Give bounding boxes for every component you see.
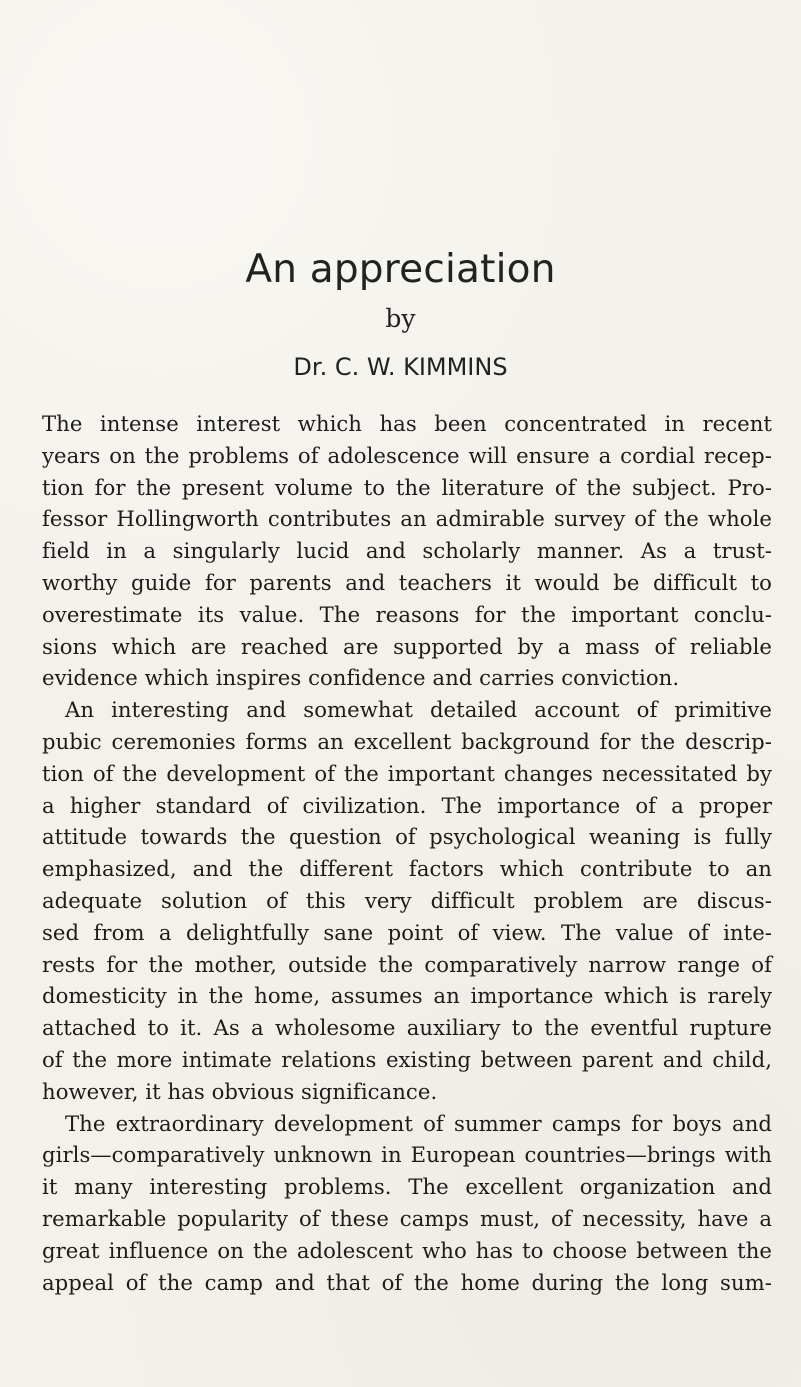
text-line: field in a singularly lucid and scholarly manner. As a trust- (42, 538, 772, 564)
text-line: of the more intimate relations existing between parent and child, (42, 1046, 772, 1072)
text-line: it many interesting problems. The excellent organization and (42, 1174, 772, 1200)
text-line: attitude towards the question of psychological weaning is fully (42, 824, 772, 850)
article-body (42, 408, 772, 1298)
text-line: An interesting and somewhat detailed account of primitive (65, 697, 772, 723)
text-line: however, it has obvious significance. (42, 1078, 438, 1104)
text-line: pubic ceremonies forms an excellent background for the descrip- (42, 728, 772, 754)
text-line: The intense interest which has been concentrated in recent (42, 411, 772, 436)
text-line: domesticity in the home, assumes an importance which is rarely (42, 983, 772, 1009)
byline-word: by (385, 304, 416, 333)
text-line: appeal of the camp and that of the home during the long sum- (42, 1269, 772, 1295)
text-line: fessor Hollingworth contributes an admirable survey of the whole (42, 506, 772, 532)
text-line: evidence which inspires confidence and carries conviction. (42, 665, 680, 691)
text-line: tion for the present volume to the literature of the subject. Pro- (42, 474, 772, 500)
text-line: a higher standard of civilization. The importance of a proper (42, 792, 772, 818)
text-line: great influence on the adolescent who has to choose between the (42, 1237, 772, 1263)
text-line: rests for the mother, outside the comparatively narrow range of (42, 951, 772, 977)
text-line: adequate solution of this very difficult problem are discus- (42, 887, 772, 913)
text-line: tion of the development of the important changes necessitated by (42, 760, 772, 786)
text-line: worthy guide for parents and teachers it would be difficult to (42, 569, 772, 595)
article-title: An appreciation (245, 247, 556, 292)
text-line: The extraordinary development of summer camps for boys and (65, 1110, 772, 1136)
text-line: years on the problems of adolescence will ensure a cordial recep- (42, 442, 772, 468)
text-line: sed from a delightfully sane point of view. The value of inte- (42, 919, 772, 945)
text-line: emphasized, and the different factors which contribute to an (42, 856, 772, 882)
author-name: Dr. C. W. KIMMINS (293, 353, 508, 381)
text-line: girls—comparatively unknown in European countries—brings with (42, 1142, 772, 1168)
text-line: remarkable popularity of these camps must, of necessity, have a (42, 1205, 772, 1231)
text-line: sions which are reached are supported by a mass of reliable (42, 633, 772, 659)
text-line: overestimate its value. The reasons for the important conclu- (42, 601, 772, 627)
text-line: attached to it. As a wholesome auxiliary to the eventful rupture (42, 1015, 772, 1041)
